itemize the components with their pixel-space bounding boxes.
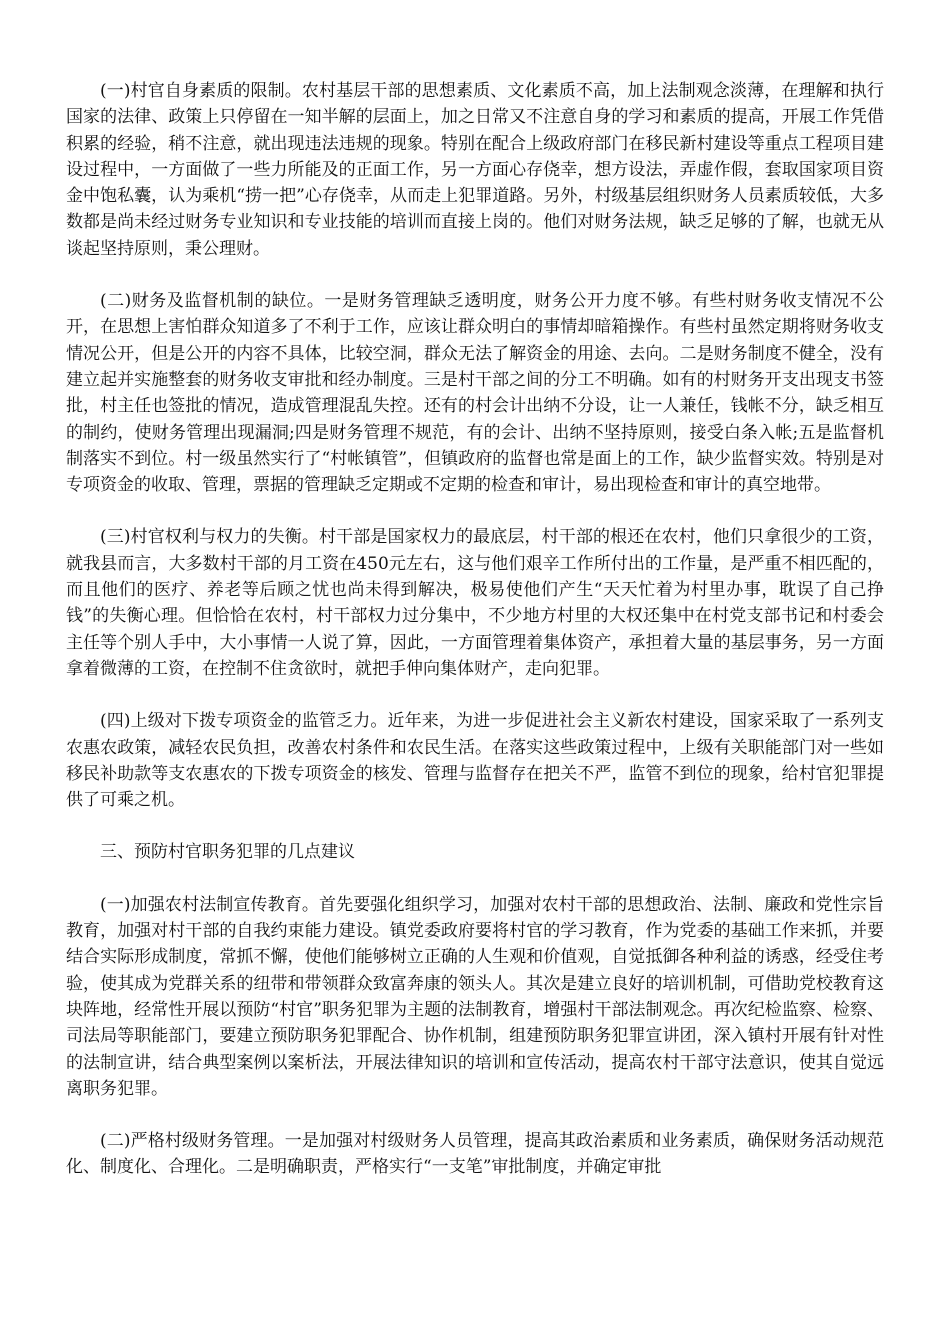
paragraph-5: (一)加强农村法制宣传教育。首先要强化组织学习，加强对农村干部的思想政治、法制、廉政和党性宗旨教育，加强对村干部的自我约束能力建设。镇党委政府要将村官的学习教育，作为党委的基础工作来抓，并要结合实际形成制度，常抓不懈，使他们能够树立正确的人生观和价值观，自觉抵御各种利益的诱惑，经受住考验，使其成为党群关系的纽带和带领群众致富奔康的领头人。其次是建立良好的培训机制，可借助党校教育这块阵地，经常性开展以预防“村官”职务犯罪为主题的法制教育，增强村干部法制观念。再次纪检监察、检察、司法局等职能部门，要建立预防职务犯罪配合、协作机制，组建预防职务犯罪宣讲团，深入镇村开展有针对性的法制宣讲，结合典型案例以案析法，开展法律知识的培训和宣传活动，提高农村干部守法意识，使其自觉远离职务犯罪。 — [66, 894, 884, 1099]
paragraph-6: (二)严格村级财务管理。一是加强对村级财务人员管理，提高其政治素质和业务素质，确保财务活动规范化、制度化、合理化。二是明确职责，严格实行“一支笔”审批制度，并确定审批 — [66, 1131, 884, 1178]
paragraph-3: (三)村官权利与权力的失衡。村干部是国家权力的最底层，村干部的根还在农村，他们只拿很少的工资，就我县而言，大多数村干部的月工资在450元左右，这与他们艰辛工作所付出的工作量，是严重不相匹配的，而且他们的医疗、养老等后顾之忧也尚未得到解决，极易使他们产生“天天忙着为村里办事，耽误了自己挣钱”的失衡心理。但恰恰在农村，村干部权力过分集中，不少地方村里的大权还集中在村党支部书记和村委会主任等个别人手中，大小事情一人说了算，因此，一方面管理着集体资产，承担着大量的基层事务，另一方面拿着微薄的工资，在控制不住贪欲时，就把手伸向集体财产，走向犯罪。 — [66, 527, 884, 679]
document-page — [66, 78, 884, 1181]
paragraph-gap — [66, 498, 884, 524]
paragraph-2: (二)财务及监督机制的缺位。一是财务管理缺乏透明度，财务公开力度不够。有些村财务收支情况不公开，在思想上害怕群众知道多了不利于工作，应该让群众明白的事情却暗箱操作。有些村虽然定期将财务收支情况公开，但是公开的内容不具体，比较空洞，群众无法了解资金的用途、去向。二是财务制度不健全，没有建立起并实施整套的财务收支审批和经办制度。三是村干部之间的分工不明确。如有的村财务开支出现支书签批，村主任也签批的情况，造成管理混乱失控。还有的村会计出纳不分设，让一人兼任，钱帐不分，缺乏相互的制约，使财务管理出现漏洞;四是财务管理不规范，有的会计、出纳不坚持原则，接受白条入帐;五是监督机制落实不到位。村一级虽然实行了“村帐镇管”，但镇政府的监督也常是面上的工作，缺少监督实效。特别是对专项资金的收取、管理，票据的管理缺乏定期或不定期的检查和审计，易出现检查和审计的真空地带。 — [66, 291, 884, 496]
paragraph-gap — [66, 1102, 884, 1128]
paragraph-gap — [66, 682, 884, 708]
section-heading: 三、预防村官职务犯罪的几点建议 — [100, 842, 355, 863]
paragraph-1: (一)村官自身素质的限制。农村基层干部的思想素质、文化素质不高，加上法制观念淡薄，在理解和执行国家的法律、政策上只停留在一知半解的层面上，加之日常又不注意自身的学习和素质的提高，开展工作凭借积累的经验，稍不注意，就出现违法违规的现象。特别在配合上级政府部门在移民新村建设等重点工程项目建设过程中，一方面做了一些力所能及的正面工作，另一方面心存侥幸，想方设法，弄虚作假，套取国家项目资金中饱私囊，认为乘机“捞一把”心存侥幸，从而走上犯罪道路。另外，村级基层组织财务人员素质较低，大多数都是尚未经过财务专业知识和专业技能的培训而直接上岗的。他们对财务法规，缺乏足够的了解，也就无从谈起坚持原则，秉公理财。 — [66, 81, 884, 259]
paragraph-gap — [66, 262, 884, 288]
paragraph-gap — [66, 866, 884, 892]
paragraph-4: (四)上级对下拨专项资金的监管乏力。近年来，为进一步促进社会主义新农村建设，国家采取了一系列支农惠农政策，减轻农民负担，改善农村条件和农民生活。在落实这些政策过程中，上级有关职能部门对一些如移民补助款等支农惠农的下拨专项资金的核发、管理与监督存在把关不严，监管不到位的现象，给村官犯罪提供了可乘之机。 — [66, 711, 884, 811]
paragraph-gap — [66, 813, 884, 839]
